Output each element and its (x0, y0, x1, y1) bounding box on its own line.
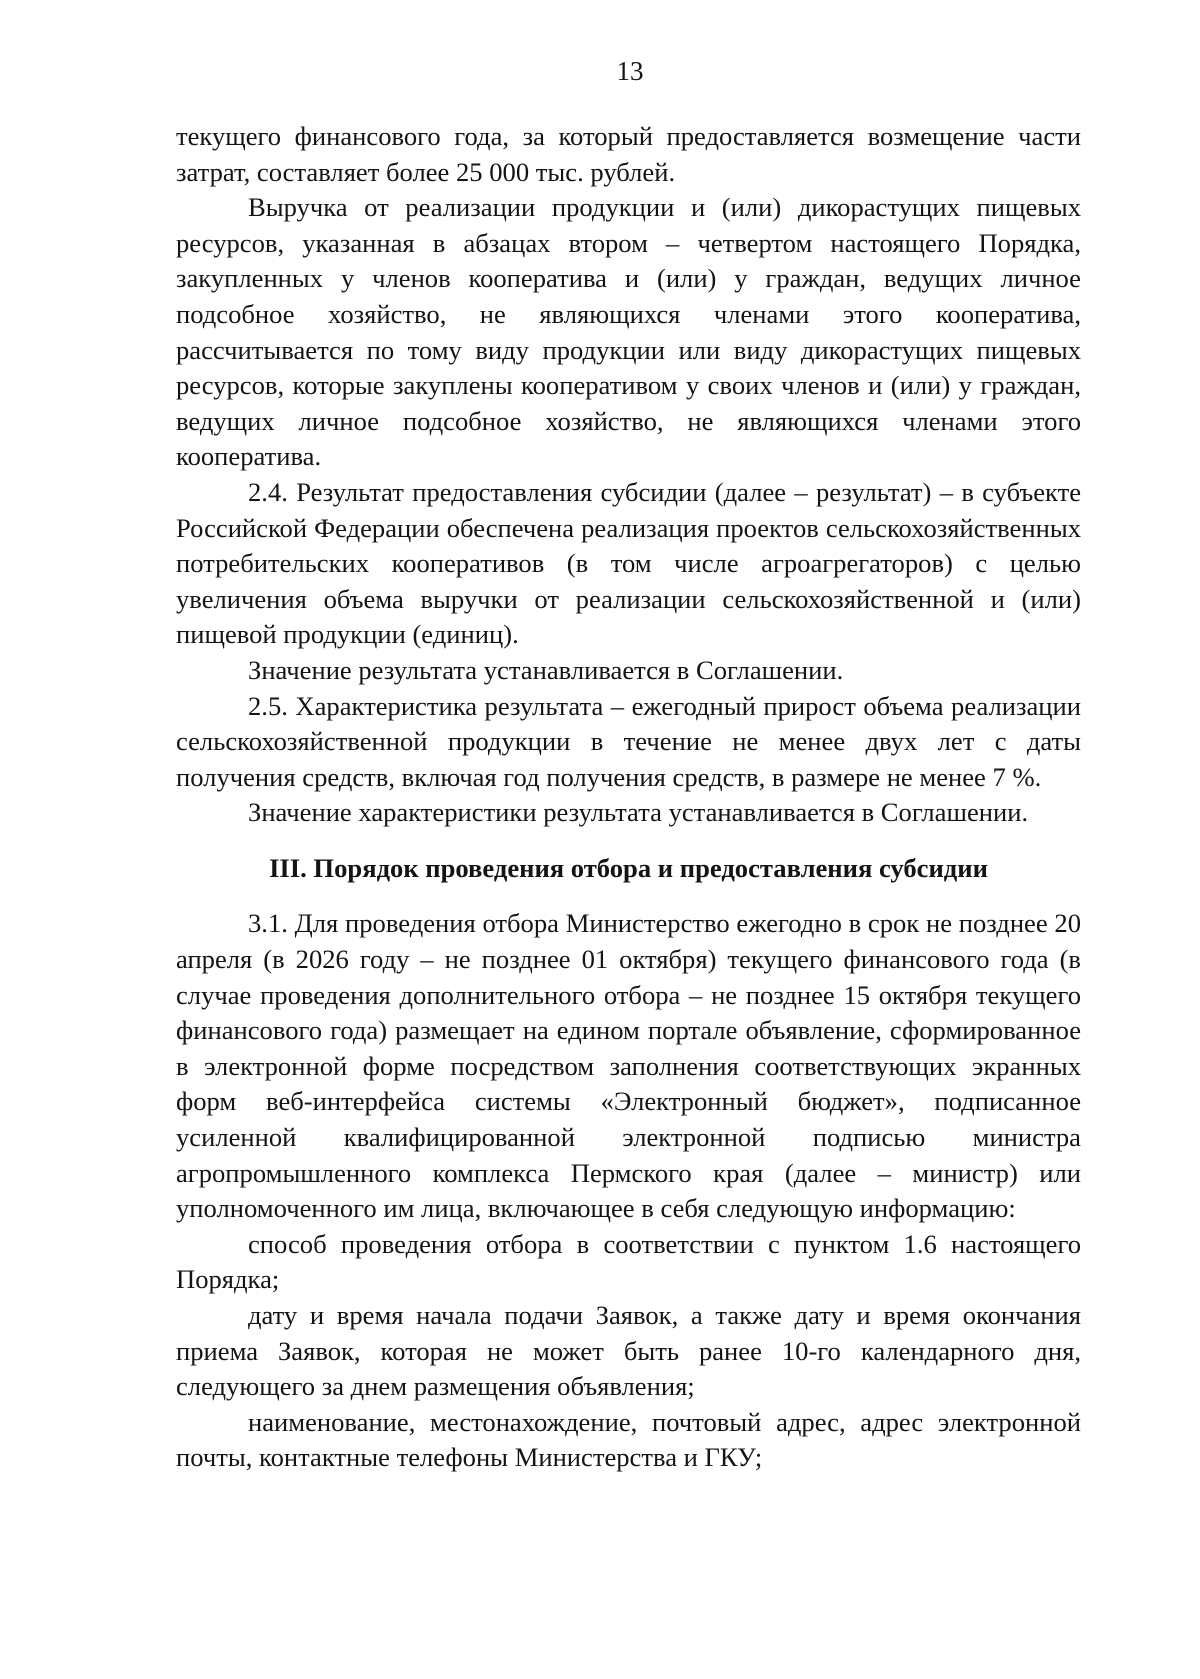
paragraph-method: способ проведения отбора в соответствии с пунктом 1.6 настоящего Порядка; (176, 1228, 1081, 1295)
section-heading: III. Порядок проведения отбора и предоставления субсидии (269, 852, 988, 883)
page-number: 13 (616, 56, 644, 86)
paragraph-dates: дату и время начала подачи Заявок, а также дату и время окончания приема Заявок, которая не может быть ранее 10-го календарного дня, следующего за днем размещения объявления; (176, 1300, 1081, 1402)
document-body (176, 119, 1081, 1476)
paragraph-intro: текущего финансового года, за который предоставляется возмещение части затрат, составляет более 25 000 тыс. рублей. (176, 121, 1081, 187)
paragraph-3-1: 3.1. Для проведения отбора Министерство ежегодно в срок не позднее 20 апреля (в 2026 году – не позднее 01 октября) текущего финансового года (в случае проведения дополнительного отбора – не позднее 15 октября текущего финансового года) размещает на едином портале объявление, сформированное в электронной форме посредством заполнения соответствующих экранных форм веб-интерфейса системы «Электронный бюджет», подписанное усиленной квалифицированной электронной подписью министра агропромышленного комплекса Пермского края (далее – министр) или уполномоченного им лица, включающее в себя следующую информацию: (176, 908, 1081, 1224)
paragraph-2-5: 2.5. Характеристика результата – ежегодный прирост объема реализации сельскохозяйственной продукции в течение не менее двух лет с даты получения средств, включая год получения средств, в размере не менее 7 %. (176, 690, 1081, 792)
paragraph-characteristic-value: Значение характеристики результата устанавливается в Соглашении. (248, 797, 1029, 828)
paragraph-contacts: наименование, местонахождение, почтовый адрес, адрес электронной почты, контактные телефоны Министерства и ГКУ; (176, 1406, 1081, 1473)
paragraph-result-value: Значение результата устанавливается в Соглашении. (248, 654, 844, 685)
paragraph-2-4: 2.4. Результат предоставления субсидии (далее – результат) – в субъекте Российской Федерации обеспечена реализация проектов сельскохозяйственных потребительских кооперативов (в том числе агроагрегаторов) с целью увеличения объема выручки от реализации сельскохозяйственной и (или) пищевой продукции (единиц). (176, 476, 1081, 650)
paragraph-revenue: Выручка от реализации продукции и (или) дикорастущих пищевых ресурсов, указанная в абзацах втором – четвертом настоящего Порядка, закупленных у членов кооператива и (или) у граждан, ведущих личное подсобное хозяйство, не являющихся членами этого кооператива, рассчитывается по тому виду продукции или виду дикорастущих пищевых ресурсов, которые закуплены кооперативом у своих членов и (или) у граждан, ведущих личное подсобное хозяйство, не являющихся членами этого кооператива. (176, 192, 1081, 472)
